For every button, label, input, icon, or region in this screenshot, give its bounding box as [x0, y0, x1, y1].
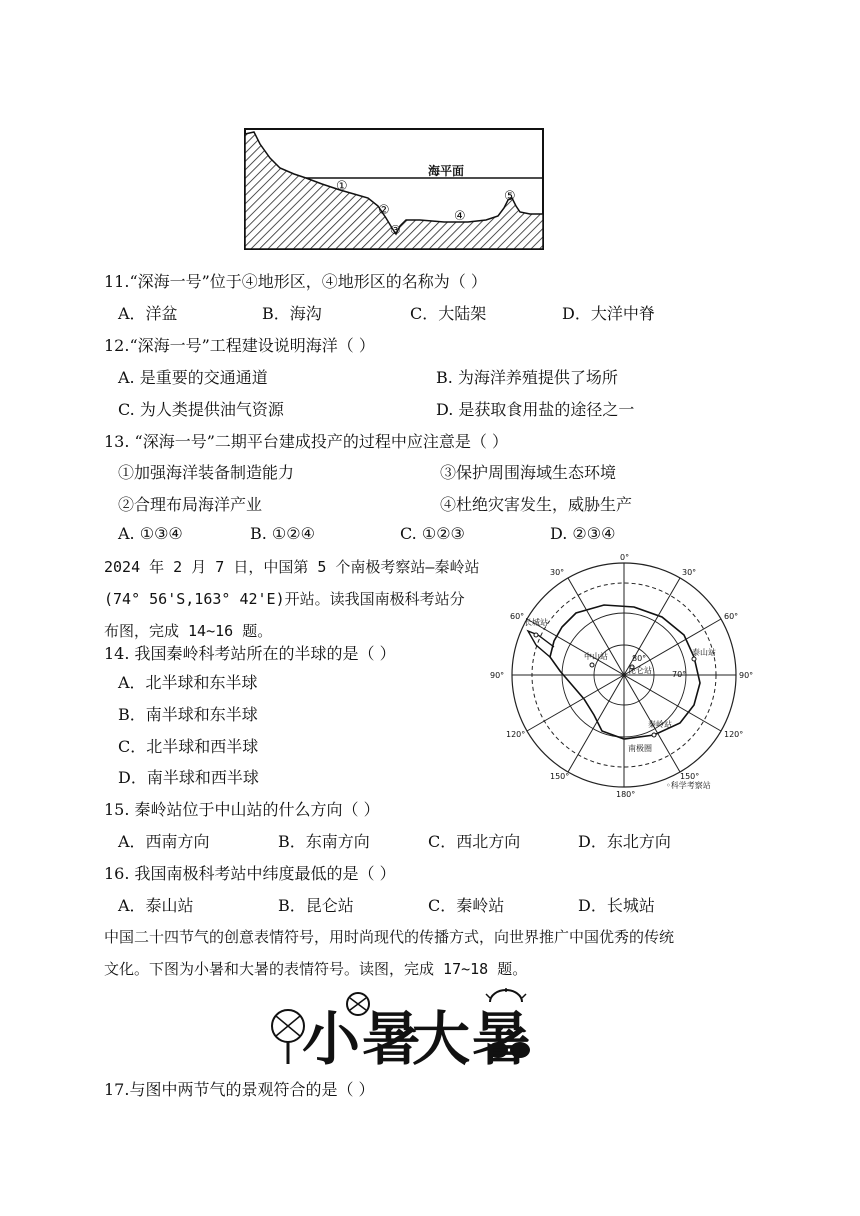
- q17-stem: 17.与图中两节气的景观符合的是（ ）: [104, 1080, 375, 1099]
- q11-option-c[interactable]: C．大陆架: [410, 304, 487, 323]
- lon-label-0: 0°: [620, 553, 630, 562]
- q14-option-a[interactable]: A．北半球和东半球: [118, 673, 258, 692]
- station-changcheng: 长城站: [524, 618, 548, 627]
- q11-option-b[interactable]: B．海沟: [262, 304, 322, 323]
- marker-4: ④: [454, 209, 466, 224]
- q13-option-b[interactable]: B. ①②④: [250, 524, 315, 543]
- antarctic-station-map: [490, 553, 760, 799]
- seafloor-profile-figure: [244, 128, 546, 252]
- q15-stem: 15. 秦岭站位于中山站的什么方向（ ）: [104, 800, 380, 819]
- map-legend: ◦科学考察站: [666, 781, 711, 790]
- marker-5: ⑤: [504, 189, 516, 204]
- marker-3: ③: [390, 223, 401, 237]
- q16-option-b[interactable]: B．昆仑站: [278, 896, 354, 915]
- q16-option-a[interactable]: A．泰山站: [118, 896, 194, 915]
- station-zhongshan: 中山站: [584, 652, 608, 661]
- q13-statement-2: ②合理布局海洋产业: [118, 495, 263, 514]
- intro-solar-terms-line1: 中国二十四节气的创意表情符号，用时尚现代的传播方式，向世界推广中国优秀的传统: [104, 928, 675, 946]
- q16-option-c[interactable]: C．秦岭站: [428, 896, 505, 915]
- intro-solar-terms-line2: 文化。下图为小暑和大暑的表情符号。读图，完成 17~18 题。: [104, 960, 528, 978]
- q12-option-c[interactable]: C. 为人类提供油气资源: [118, 400, 284, 419]
- q11-stem: 11.“深海一号”位于④地形区，④地形区的名称为（ ）: [104, 272, 487, 291]
- lon-label-30w: 30°: [550, 568, 565, 577]
- station-kunlun: 昆仑站: [628, 666, 652, 675]
- lon-label-90w: 90°: [490, 671, 505, 680]
- q12-option-b[interactable]: B. 为海洋养殖提供了场所: [436, 368, 618, 387]
- q13-stem: 13. “深海一号”二期平台建成投产的过程中应注意是（ ）: [104, 432, 508, 451]
- q11-option-d[interactable]: D．大洋中脊: [562, 304, 655, 323]
- marker-1: ①: [336, 179, 348, 194]
- q12-option-d[interactable]: D. 是获取食用盐的途径之一: [436, 400, 635, 419]
- q15-option-b[interactable]: B．东南方向: [278, 832, 370, 851]
- lat-label-80: 80°: [632, 654, 647, 663]
- station-qinling: 秦岭站: [648, 720, 672, 729]
- q13-option-d[interactable]: D. ②③④: [550, 524, 616, 543]
- q11-option-a[interactable]: A．洋盆: [118, 304, 178, 323]
- q15-option-c[interactable]: C．西北方向: [428, 832, 521, 851]
- lon-label-60w: 60°: [510, 612, 525, 621]
- lon-label-120e: 120°: [724, 730, 744, 739]
- q13-statement-1: ①加强海洋装备制造能力: [118, 463, 295, 482]
- q14-option-c[interactable]: C．北半球和西半球: [118, 737, 259, 756]
- intro-antarctic-line3: 布图，完成 14~16 题。: [104, 622, 273, 640]
- intro-antarctic-line1: 2024 年 2 月 7 日，中国第 5 个南极考察站—秦岭站: [104, 558, 480, 576]
- emoji-text-xiaoshu: 小暑: [302, 1005, 423, 1073]
- q14-option-b[interactable]: B．南半球和东半球: [118, 705, 258, 724]
- q14-stem: 14. 我国秦岭科考站所在的半球的是（ ）: [104, 644, 396, 663]
- marker-2: ②: [378, 203, 390, 218]
- lon-label-60e: 60°: [724, 612, 739, 621]
- q13-option-a[interactable]: A. ①③④: [118, 524, 183, 543]
- station-taishan: 泰山站: [692, 648, 716, 657]
- antarctic-circle-label: 南极圈: [628, 744, 652, 753]
- emoji-text-dashu: 大暑: [412, 1005, 533, 1073]
- lon-label-180: 180°: [616, 790, 636, 799]
- q14-option-d[interactable]: D．南半球和西半球: [118, 768, 259, 787]
- q12-stem: 12.“深海一号”工程建设说明海洋（ ）: [104, 336, 375, 355]
- q15-option-a[interactable]: A．西南方向: [118, 832, 210, 851]
- q16-option-d[interactable]: D．长城站: [578, 896, 655, 915]
- intro-antarctic-line2: (74° 56'S,163° 42'E)开站。读我国南极科考站分: [104, 590, 465, 608]
- fan-icon: [272, 1010, 304, 1064]
- lat-label-70: 70°: [672, 670, 687, 679]
- lon-label-150e: 150°: [680, 772, 700, 781]
- q13-statement-3: ③保护周围海域生态环境: [440, 463, 617, 482]
- lon-label-90e: 90°: [739, 671, 754, 680]
- sea-level-label: 海平面: [428, 164, 465, 178]
- q13-statement-4: ④杜绝灾害发生，威胁生产: [440, 495, 633, 514]
- solar-term-emoji-figure: [262, 988, 538, 1073]
- lon-label-120w: 120°: [506, 730, 526, 739]
- q16-stem: 16. 我国南极科考站中纬度最低的是（ ）: [104, 864, 396, 883]
- q13-option-c[interactable]: C. ①②③: [400, 524, 465, 543]
- lon-label-30e: 30°: [682, 568, 697, 577]
- q12-option-a[interactable]: A. 是重要的交通通道: [118, 368, 268, 387]
- q15-option-d[interactable]: D．东北方向: [578, 832, 671, 851]
- lon-label-150w: 150°: [550, 772, 570, 781]
